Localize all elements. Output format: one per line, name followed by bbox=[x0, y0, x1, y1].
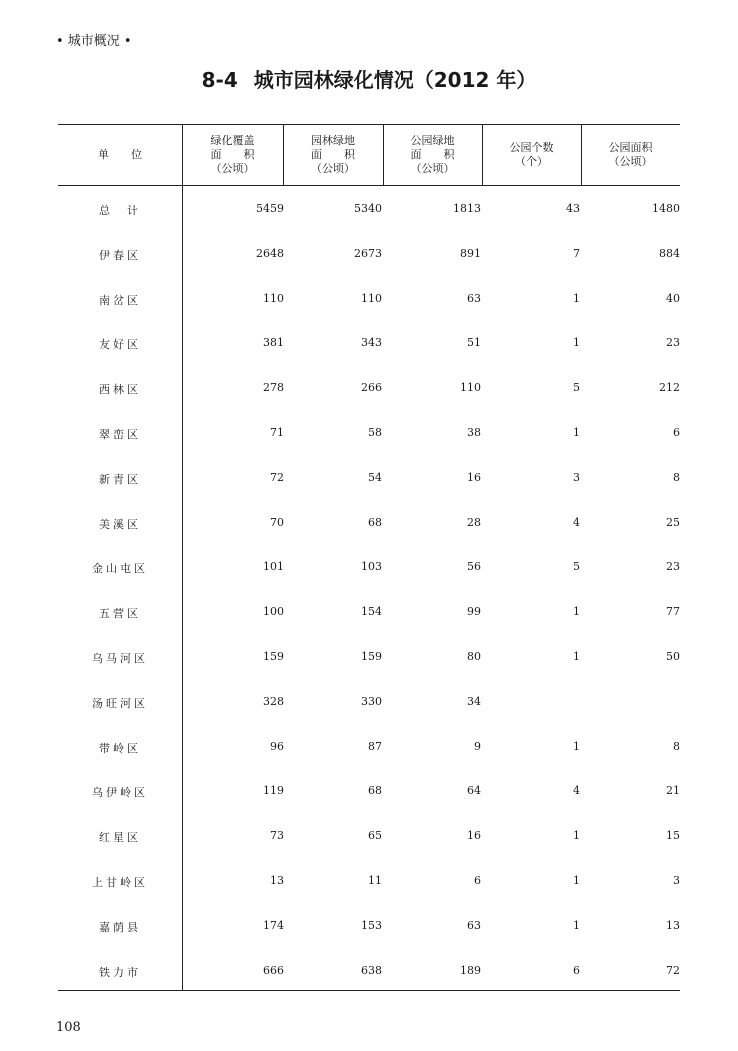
row-label: 嘉荫县 bbox=[99, 920, 141, 934]
column-header-line: 园林绿地 bbox=[311, 133, 355, 147]
table-row bbox=[58, 695, 680, 715]
table-cell: 343 bbox=[361, 336, 382, 350]
column-header-line: （公顷） bbox=[311, 161, 355, 175]
table-cell: 63 bbox=[467, 918, 481, 932]
table-row bbox=[58, 516, 680, 536]
table-cell: 103 bbox=[361, 560, 382, 574]
row-label: 上甘岭区 bbox=[92, 876, 148, 889]
row-label: 总 计 bbox=[99, 204, 141, 217]
table-cell: 1 bbox=[573, 426, 580, 439]
table-cell: 101 bbox=[263, 560, 284, 574]
table-row bbox=[58, 426, 680, 446]
table-row bbox=[58, 650, 680, 670]
column-header-line: 面 积 bbox=[210, 147, 255, 161]
table-cell: 189 bbox=[460, 963, 481, 977]
table-cell: 99 bbox=[467, 605, 481, 619]
table-header-rule bbox=[58, 185, 680, 186]
row-label: 西林区 bbox=[99, 383, 141, 397]
table-cell: 381 bbox=[263, 336, 284, 350]
table-cell: 5 bbox=[573, 381, 580, 395]
column-header bbox=[482, 124, 581, 185]
column-header-line: （公顷） bbox=[210, 161, 255, 175]
data-table bbox=[58, 124, 680, 992]
table-cell: 34 bbox=[467, 694, 481, 708]
table-cell: 23 bbox=[666, 336, 680, 350]
row-label: 新青区 bbox=[99, 472, 141, 486]
table-cell: 328 bbox=[263, 694, 284, 708]
table-cell: 65 bbox=[368, 829, 382, 843]
table-cell: 5459 bbox=[256, 202, 284, 215]
table-cell: 6 bbox=[474, 874, 481, 887]
table-cell: 110 bbox=[361, 291, 382, 305]
column-header bbox=[283, 124, 383, 185]
table-cell: 159 bbox=[263, 650, 284, 663]
table-cell: 8 bbox=[673, 739, 680, 753]
table-cell: 1813 bbox=[453, 202, 481, 215]
table-row bbox=[58, 784, 680, 804]
table-cell: 68 bbox=[368, 515, 382, 529]
table-row bbox=[58, 292, 680, 312]
table-cell: 119 bbox=[263, 784, 284, 798]
row-label: 红星区 bbox=[99, 831, 141, 845]
table-cell: 154 bbox=[361, 605, 382, 619]
table-cell: 100 bbox=[263, 605, 284, 619]
table-row bbox=[58, 874, 680, 894]
table-cell: 56 bbox=[467, 560, 481, 574]
table-cell: 2673 bbox=[354, 246, 382, 260]
table-cell: 70 bbox=[270, 515, 284, 529]
table-cell: 63 bbox=[467, 291, 481, 305]
table-cell: 28 bbox=[467, 515, 481, 529]
column-header bbox=[581, 124, 680, 185]
table-cell: 1 bbox=[573, 336, 580, 350]
table-cell: 51 bbox=[467, 336, 481, 350]
column-header bbox=[383, 124, 482, 185]
table-cell: 1480 bbox=[652, 202, 680, 215]
table-cell: 884 bbox=[659, 246, 680, 260]
section-tag: • 城市概况 • bbox=[56, 34, 132, 49]
table-row bbox=[58, 471, 680, 491]
table-row bbox=[58, 829, 680, 849]
table-cell: 15 bbox=[666, 829, 680, 843]
table-cell: 16 bbox=[467, 829, 481, 843]
row-label: 金山屯区 bbox=[92, 562, 148, 576]
table-cell: 1 bbox=[573, 739, 580, 753]
page-title bbox=[0, 64, 738, 93]
table-row bbox=[58, 247, 680, 267]
table-cell: 666 bbox=[263, 963, 284, 977]
table-row bbox=[58, 740, 680, 760]
table-cell: 5 bbox=[573, 560, 580, 574]
table-cell: 1 bbox=[573, 605, 580, 619]
table-cell: 330 bbox=[361, 694, 382, 708]
table-cell: 3 bbox=[673, 874, 680, 887]
table-cell: 13 bbox=[666, 918, 680, 932]
table-cell: 64 bbox=[467, 784, 481, 798]
table-cell: 25 bbox=[666, 515, 680, 529]
table-cell: 9 bbox=[474, 739, 481, 753]
column-header-line: 公园绿地 bbox=[410, 133, 455, 147]
table-cell: 174 bbox=[263, 918, 284, 932]
table-cell: 4 bbox=[573, 515, 580, 529]
table-cell: 5340 bbox=[354, 202, 382, 215]
table-cell: 72 bbox=[666, 963, 680, 977]
table-cell: 638 bbox=[361, 963, 382, 977]
column-header bbox=[182, 124, 283, 185]
row-label: 友好区 bbox=[99, 338, 141, 352]
table-cell: 23 bbox=[666, 560, 680, 574]
table-cell: 278 bbox=[263, 381, 284, 395]
table-cell: 1 bbox=[573, 291, 580, 305]
column-header-line: 面 积 bbox=[410, 147, 455, 161]
table-cell: 21 bbox=[666, 784, 680, 798]
column-header-line: 公园个数 bbox=[509, 140, 554, 154]
table-title: 城市园林绿化情况（2012 年） bbox=[253, 68, 537, 92]
row-label: 翠峦区 bbox=[99, 428, 141, 441]
row-label: 乌伊岭区 bbox=[92, 786, 148, 800]
column-header-line: （公顷） bbox=[410, 161, 455, 175]
table-cell: 1 bbox=[573, 918, 580, 932]
table-cell: 38 bbox=[467, 426, 481, 439]
row-label: 美溪区 bbox=[99, 517, 141, 531]
table-cell: 3 bbox=[573, 470, 580, 484]
table-cell: 6 bbox=[573, 963, 580, 977]
table-cell: 43 bbox=[566, 202, 580, 215]
table-cell: 87 bbox=[368, 739, 382, 753]
table-row bbox=[58, 381, 680, 401]
column-header-line: （个） bbox=[515, 154, 548, 168]
table-cell: 8 bbox=[673, 470, 680, 484]
row-label: 汤旺河区 bbox=[92, 696, 148, 710]
table-row bbox=[58, 605, 680, 625]
table-cell: 2648 bbox=[256, 246, 284, 260]
table-cell: 1 bbox=[573, 829, 580, 843]
row-label: 乌马河区 bbox=[92, 652, 148, 665]
table-cell: 4 bbox=[573, 784, 580, 798]
table-cell: 891 bbox=[460, 246, 481, 260]
table-cell: 110 bbox=[263, 291, 284, 305]
table-cell: 77 bbox=[666, 605, 680, 619]
table-cell: 7 bbox=[573, 246, 580, 260]
table-row bbox=[58, 919, 680, 939]
table-cell: 11 bbox=[368, 874, 382, 887]
column-header-line: 面 积 bbox=[311, 147, 355, 161]
table-cell: 110 bbox=[460, 381, 481, 395]
table-cell: 16 bbox=[467, 470, 481, 484]
row-label: 南岔区 bbox=[99, 293, 141, 307]
column-header-line: 单 位 bbox=[98, 147, 142, 161]
row-label: 带岭区 bbox=[99, 741, 141, 755]
table-cell: 13 bbox=[270, 874, 284, 887]
table-cell: 1 bbox=[573, 874, 580, 887]
column-header-line: （公顷） bbox=[608, 154, 653, 168]
table-cell: 50 bbox=[666, 650, 680, 663]
table-cell: 96 bbox=[270, 739, 284, 753]
table-cell: 58 bbox=[368, 426, 382, 439]
column-header-line: 绿化覆盖 bbox=[210, 133, 255, 147]
row-label: 铁力市 bbox=[99, 965, 141, 979]
table-cell: 159 bbox=[361, 650, 382, 663]
table-row bbox=[58, 202, 680, 222]
page-number: 108 bbox=[56, 1020, 81, 1035]
table-row bbox=[58, 336, 680, 356]
table-cell: 212 bbox=[659, 381, 680, 395]
table-cell: 40 bbox=[666, 291, 680, 305]
table-cell: 1 bbox=[573, 650, 580, 663]
table-bottom-rule bbox=[58, 990, 680, 991]
table-cell: 6 bbox=[673, 426, 680, 439]
row-label: 伊春区 bbox=[99, 248, 141, 262]
column-header-line: 公园面积 bbox=[608, 140, 653, 154]
table-number: 8-4 bbox=[201, 68, 238, 92]
table-cell: 72 bbox=[270, 470, 284, 484]
table-cell: 153 bbox=[361, 918, 382, 932]
table-cell: 54 bbox=[368, 470, 382, 484]
table-cell: 80 bbox=[467, 650, 481, 663]
table-cell: 71 bbox=[270, 426, 284, 439]
table-cell: 73 bbox=[270, 829, 284, 843]
table-row bbox=[58, 964, 680, 984]
table-cell: 68 bbox=[368, 784, 382, 798]
table-cell: 266 bbox=[361, 381, 382, 395]
column-header bbox=[58, 124, 182, 185]
table-row bbox=[58, 560, 680, 580]
row-label: 五营区 bbox=[99, 607, 141, 621]
